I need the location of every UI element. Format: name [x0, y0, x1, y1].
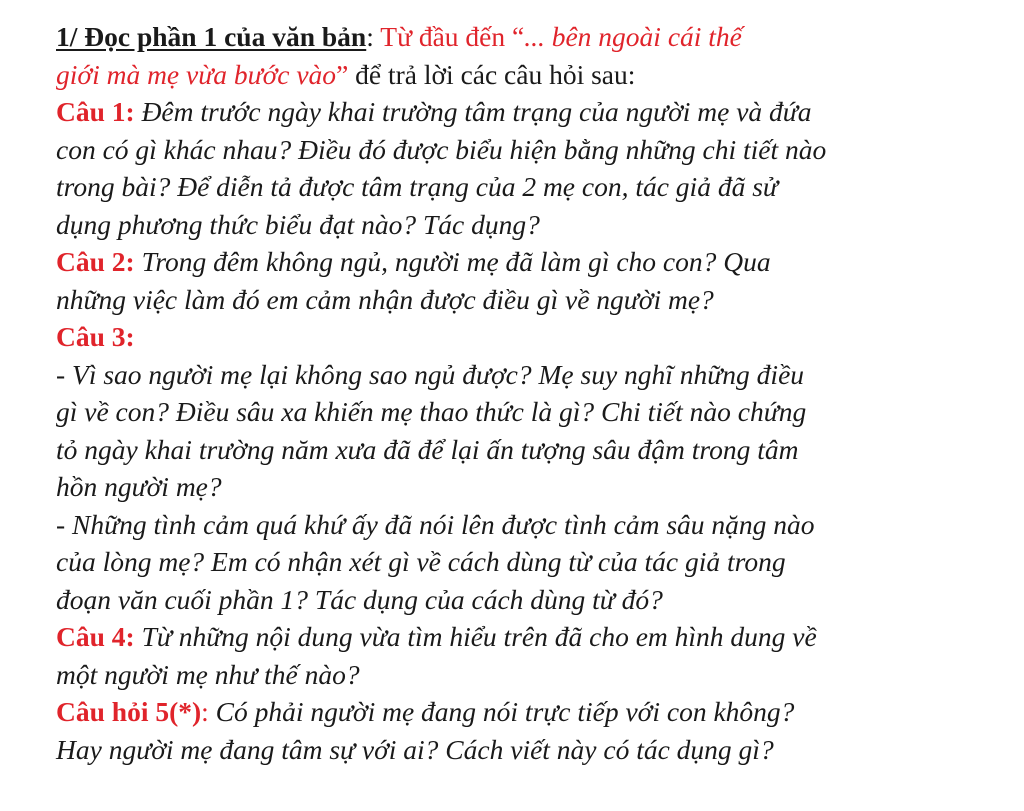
bullet-item [56, 356, 996, 394]
bullet-text: tỏ ngày khai trường năm xưa đã để lại ấn tượng sâu đậm trong tâm [56, 433, 799, 465]
worksheet [56, 18, 996, 768]
question-1-label: Câu 1: [56, 96, 135, 127]
question-5-colon: : [201, 696, 209, 727]
question-5-text: Có phải người mẹ đang nói trực tiếp với con không? [208, 696, 795, 727]
range-lead: Từ đầu đến “ [380, 21, 525, 52]
section-heading: 1/ Đọc phần 1 của văn bản [56, 21, 367, 52]
question-5-label: Câu hỏi 5(*) [56, 696, 202, 727]
question-4-text: Từ những nội dung vừa tìm hiểu trên đã cho em hình dung về [134, 621, 817, 652]
question-5-line [56, 693, 996, 731]
question-1-text: dụng phương thức biểu đạt nào? Tác dụng? [56, 208, 540, 240]
question-4 [56, 618, 996, 693]
question-2-text: Trong đêm không ngủ, người mẹ đã làm gì cho con? Qua [134, 246, 771, 277]
question-1-text: con có gì khác nhau? Điều đó được biểu hiện bằng những chi tiết nào [56, 133, 827, 165]
range-quote-part2: giới mà mẹ vừa bước vào [56, 58, 337, 90]
question-3 [56, 318, 996, 618]
question-5-text: Hay người mẹ đang tâm sự với ai? Cách viết này có tác dụng gì? [56, 733, 774, 765]
question-2-text: những việc làm đó em cảm nhận được điều gì về người mẹ? [56, 283, 714, 315]
bullet-dash: - [56, 358, 66, 390]
question-5 [56, 693, 996, 768]
bullet-dash: - [56, 508, 66, 540]
question-1 [56, 93, 996, 243]
range-close-quote: ” [336, 58, 349, 90]
intro-line-1 [56, 18, 996, 56]
bullet-text: Những tình cảm quá khứ ấy đã nói lên được tình cảm sâu nặng nào [65, 508, 815, 540]
bullet-text: Vì sao người mẹ lại không sao ngủ được? Mẹ suy nghĩ những điều [65, 358, 805, 390]
question-1-text: trong bài? Để diễn tả được tâm trạng của 2 mẹ con, tác giả đã sử [56, 171, 778, 202]
bullet-text: hồn người mẹ? [56, 471, 222, 502]
question-1-line [56, 93, 996, 131]
bullet-text: đoạn văn cuối phần 1? Tác dụng của cách dùng từ đó? [56, 583, 663, 615]
instruction-text: để trả lời các câu hỏi sau: [348, 58, 636, 90]
question-3-label: Câu 3: [56, 321, 135, 352]
intro-line-2 [56, 56, 996, 94]
question-4-text: một người mẹ như thế nào? [56, 658, 360, 690]
bullet-item [56, 506, 996, 544]
question-2-label: Câu 2: [56, 246, 135, 277]
range-quote-part1: ... bên ngoài cái thế [524, 21, 742, 52]
question-2 [56, 243, 996, 318]
question-4-line [56, 618, 996, 656]
question-4-label: Câu 4: [56, 621, 135, 652]
question-1-text: Đêm trước ngày khai trường tâm trạng của người mẹ và đứa [134, 96, 812, 127]
heading-colon: : [366, 21, 381, 52]
question-2-line [56, 243, 996, 281]
bullet-text: gì về con? Điều sâu xa khiến mẹ thao thức là gì? Chi tiết nào chứng [56, 396, 807, 427]
bullet-text: của lòng mẹ? Em có nhận xét gì về cách dùng từ của tác giả trong [56, 546, 786, 577]
question-3-line [56, 318, 996, 356]
